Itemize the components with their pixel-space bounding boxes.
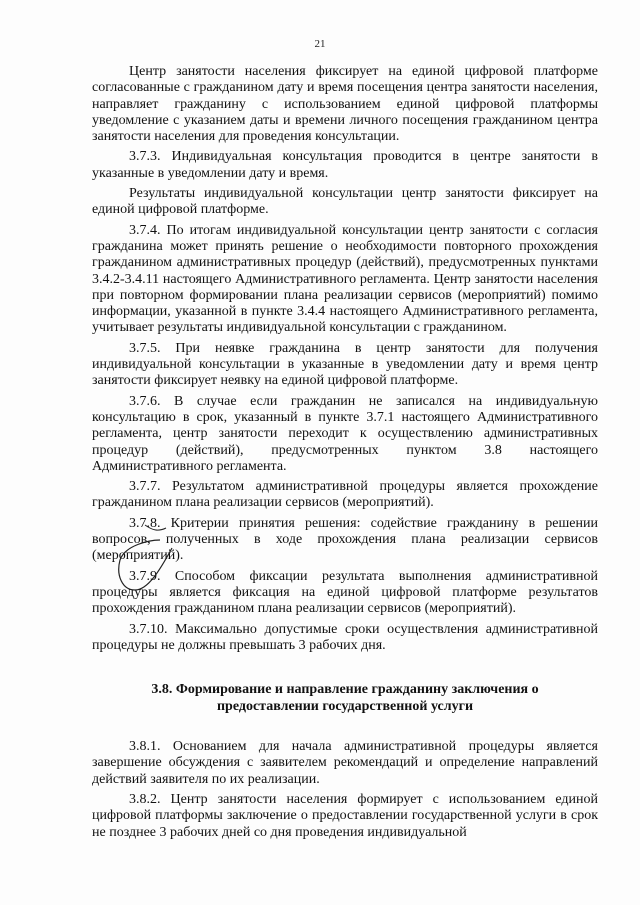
paragraph: Результаты индивидуальной консультации центр занятости фиксирует на единой цифровой платформе. bbox=[92, 186, 598, 218]
paragraph: 3.7.7. Результатом административной процедуры является прохождение гражданином плана реализации сервисов (мероприятий). bbox=[92, 479, 598, 511]
paragraph: 3.7.10. Максимально допустимые сроки осуществления административной процедуры не должны превышать 3 рабочих дня. bbox=[92, 621, 598, 653]
page-number: 21 bbox=[314, 38, 326, 50]
section-heading: 3.8. Формирование и направление гражданину заключения о предоставлении государственной услуги bbox=[151, 682, 539, 715]
paragraph: 3.7.5. При неявке гражданина в центр занятости для получения индивидуальной консультации в указанные в уведомлении дату и время центр занятости фиксирует неявку на единой цифровой платформе. bbox=[92, 340, 598, 389]
paragraph: 3.7.3. Индивидуальная консультация проводится в центре занятости в указанные в уведомлении дату и время. bbox=[92, 149, 598, 181]
paragraph: 3.7.9. Способом фиксации результата выполнения административной процедуры является фиксация на единой цифровой платформе результатов прохождения гражданином плана реализации сервисов (мероприятий). bbox=[92, 568, 598, 617]
body-text bbox=[92, 64, 598, 845]
paragraph: 3.8.1. Основанием для начала административной процедуры является завершение обсуждения с заявителем рекомендаций и определение направлений действий заявителя по их реализации. bbox=[92, 739, 598, 787]
paragraph: 3.8.2. Центр занятости населения формирует с использованием единой цифровой платформы заключение о предоставлении государственной услуги в срок не позднее 3 рабочих дней со дня проведения индивидуальной bbox=[92, 791, 598, 840]
paragraph: 3.7.4. По итогам индивидуальной консультации центр занятости с согласия гражданина может принять решение о необходимости повторного прохождения гражданином административных процедур (действий), предусмотренных пунктами 3.4.2-3.4.11 настоящего Административного регламента. Центр занятости населения при повторном формировании плана реализации сервисов (мероприятий) помимо информации, указанной в пункте 3.4.4 настоящего Административного регламента, учитывает результаты индивидуальной консультации с гражданином. bbox=[92, 222, 598, 336]
paragraph: 3.7.6. В случае если гражданин не записался на индивидуальную консультацию в срок, указанный в пункте 3.7.1 настоящего Административного регламента, центр занятости переходит к осуществлению административных процедур (действий), предусмотренных пунктом 3.8 настоящего Административного регламента. bbox=[92, 393, 598, 474]
paragraph: Центр занятости населения фиксирует на единой цифровой платформе согласованные с гражданином дату и время посещения центра занятости населения, направляет гражданину с использованием единой цифровой платформы уведомление с указанием даты и времени личного посещения гражданином центра занятости населения для проведения консультации. bbox=[92, 64, 598, 145]
paragraph: 3.7.8. Критерии принятия решения: содействие гражданину в решении вопросов, полученных в ходе прохождения плана реализации сервисов (мероприятий). bbox=[92, 515, 598, 564]
